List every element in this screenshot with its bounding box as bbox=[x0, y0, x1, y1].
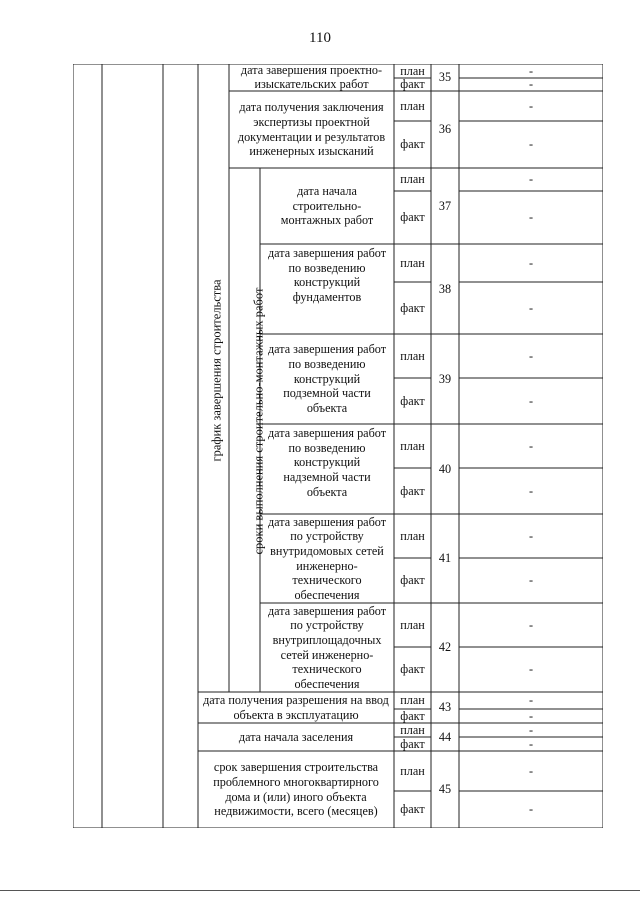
row-38-plan: план bbox=[400, 255, 425, 270]
row-45-label: срок завершения строительства проблемного многоквартирного дома и (или) иного объекта недвижимости, всего (месяцев) bbox=[213, 760, 379, 819]
row-41-fact: факт bbox=[400, 573, 425, 588]
row-36-label: дата получения заключения экспертизы проектной документации и результатов инженерных изысканий bbox=[237, 100, 386, 159]
row-41-plan-value: - bbox=[528, 528, 534, 543]
bottom-rule bbox=[0, 890, 640, 891]
row-35-number: 35 bbox=[438, 70, 452, 85]
row-44-fact-value: - bbox=[528, 736, 534, 751]
row-35-plan: план bbox=[400, 63, 425, 78]
row-40-fact-value: - bbox=[528, 483, 534, 498]
row-44-plan-value: - bbox=[528, 722, 534, 737]
row-35-fact-value: - bbox=[528, 77, 534, 92]
row-35-fact: факт bbox=[400, 77, 425, 92]
row-38-label: дата завершения работ по возведению конструкций фундаментов bbox=[267, 246, 387, 304]
row-44-fact: факт bbox=[400, 736, 425, 751]
row-37-label: дата начала строительно-монтажных работ bbox=[280, 184, 374, 228]
row-42-plan: план bbox=[400, 617, 425, 632]
row-43-plan-value: - bbox=[528, 693, 534, 708]
row-35-plan-value: - bbox=[528, 63, 534, 78]
row-45-number: 45 bbox=[438, 782, 452, 797]
row-41-fact-value: - bbox=[528, 573, 534, 588]
data-table bbox=[73, 64, 603, 828]
row-36-plan: план bbox=[400, 98, 425, 113]
row-38-fact: факт bbox=[400, 300, 425, 315]
row-42-label: дата завершения работ по устройству внутриплощадочных сетей инженерно-технического обеспечения bbox=[267, 603, 387, 691]
row-38-fact-value: - bbox=[528, 300, 534, 315]
row-35-label: дата завершения проектно-изыскательских работ bbox=[240, 63, 383, 91]
row-37-number: 37 bbox=[438, 198, 452, 213]
row-36-fact-value: - bbox=[528, 137, 534, 152]
row-43-fact: факт bbox=[400, 708, 425, 723]
vertical-header-construction-works-terms: сроки выполнения строительно-монтажных работ bbox=[251, 287, 266, 555]
row-39-plan-value: - bbox=[528, 348, 534, 363]
row-39-plan: план bbox=[400, 348, 425, 363]
row-36-number: 36 bbox=[438, 122, 452, 137]
vertical-header-construction-schedule: график завершения строительства bbox=[209, 279, 224, 462]
row-38-number: 38 bbox=[438, 281, 452, 296]
row-44-label: дата начала заселения bbox=[238, 729, 354, 744]
row-43-label: дата получения разрешения на ввод объекта в эксплуатацию bbox=[203, 693, 389, 722]
row-42-plan-value: - bbox=[528, 617, 534, 632]
row-45-fact: факт bbox=[400, 802, 425, 817]
row-39-fact-value: - bbox=[528, 393, 534, 408]
row-37-plan-value: - bbox=[528, 172, 534, 187]
row-40-plan: план bbox=[400, 438, 425, 453]
row-39-label: дата завершения работ по возведению конструкций подземной части объекта bbox=[267, 342, 387, 415]
row-43-plan: план bbox=[400, 693, 425, 708]
row-45-fact-value: - bbox=[528, 802, 534, 817]
row-45-plan-value: - bbox=[528, 763, 534, 778]
row-44-number: 44 bbox=[438, 729, 452, 744]
row-39-number: 39 bbox=[438, 371, 452, 386]
row-40-number: 40 bbox=[438, 461, 452, 476]
row-36-plan-value: - bbox=[528, 98, 534, 113]
row-39-fact: факт bbox=[400, 393, 425, 408]
row-41-plan: план bbox=[400, 528, 425, 543]
row-43-fact-value: - bbox=[528, 708, 534, 723]
row-40-fact: факт bbox=[400, 483, 425, 498]
page-number: 110 bbox=[309, 30, 331, 46]
row-36-fact: факт bbox=[400, 137, 425, 152]
row-37-fact: факт bbox=[400, 210, 425, 225]
row-38-plan-value: - bbox=[528, 255, 534, 270]
row-41-label: дата завершения работ по устройству внутридомовых сетей инженерно-технического обеспечения bbox=[267, 514, 387, 602]
row-37-fact-value: - bbox=[528, 210, 534, 225]
row-40-label: дата завершения работ по возведению конструкций надземной части объекта bbox=[267, 426, 387, 499]
row-41-number: 41 bbox=[438, 551, 452, 566]
row-40-plan-value: - bbox=[528, 438, 534, 453]
row-43-number: 43 bbox=[438, 700, 452, 715]
row-44-plan: план bbox=[400, 722, 425, 737]
row-45-plan: план bbox=[400, 763, 425, 778]
row-37-plan: план bbox=[400, 172, 425, 187]
row-42-fact: факт bbox=[400, 662, 425, 677]
row-42-number: 42 bbox=[438, 640, 452, 655]
row-42-fact-value: - bbox=[528, 662, 534, 677]
